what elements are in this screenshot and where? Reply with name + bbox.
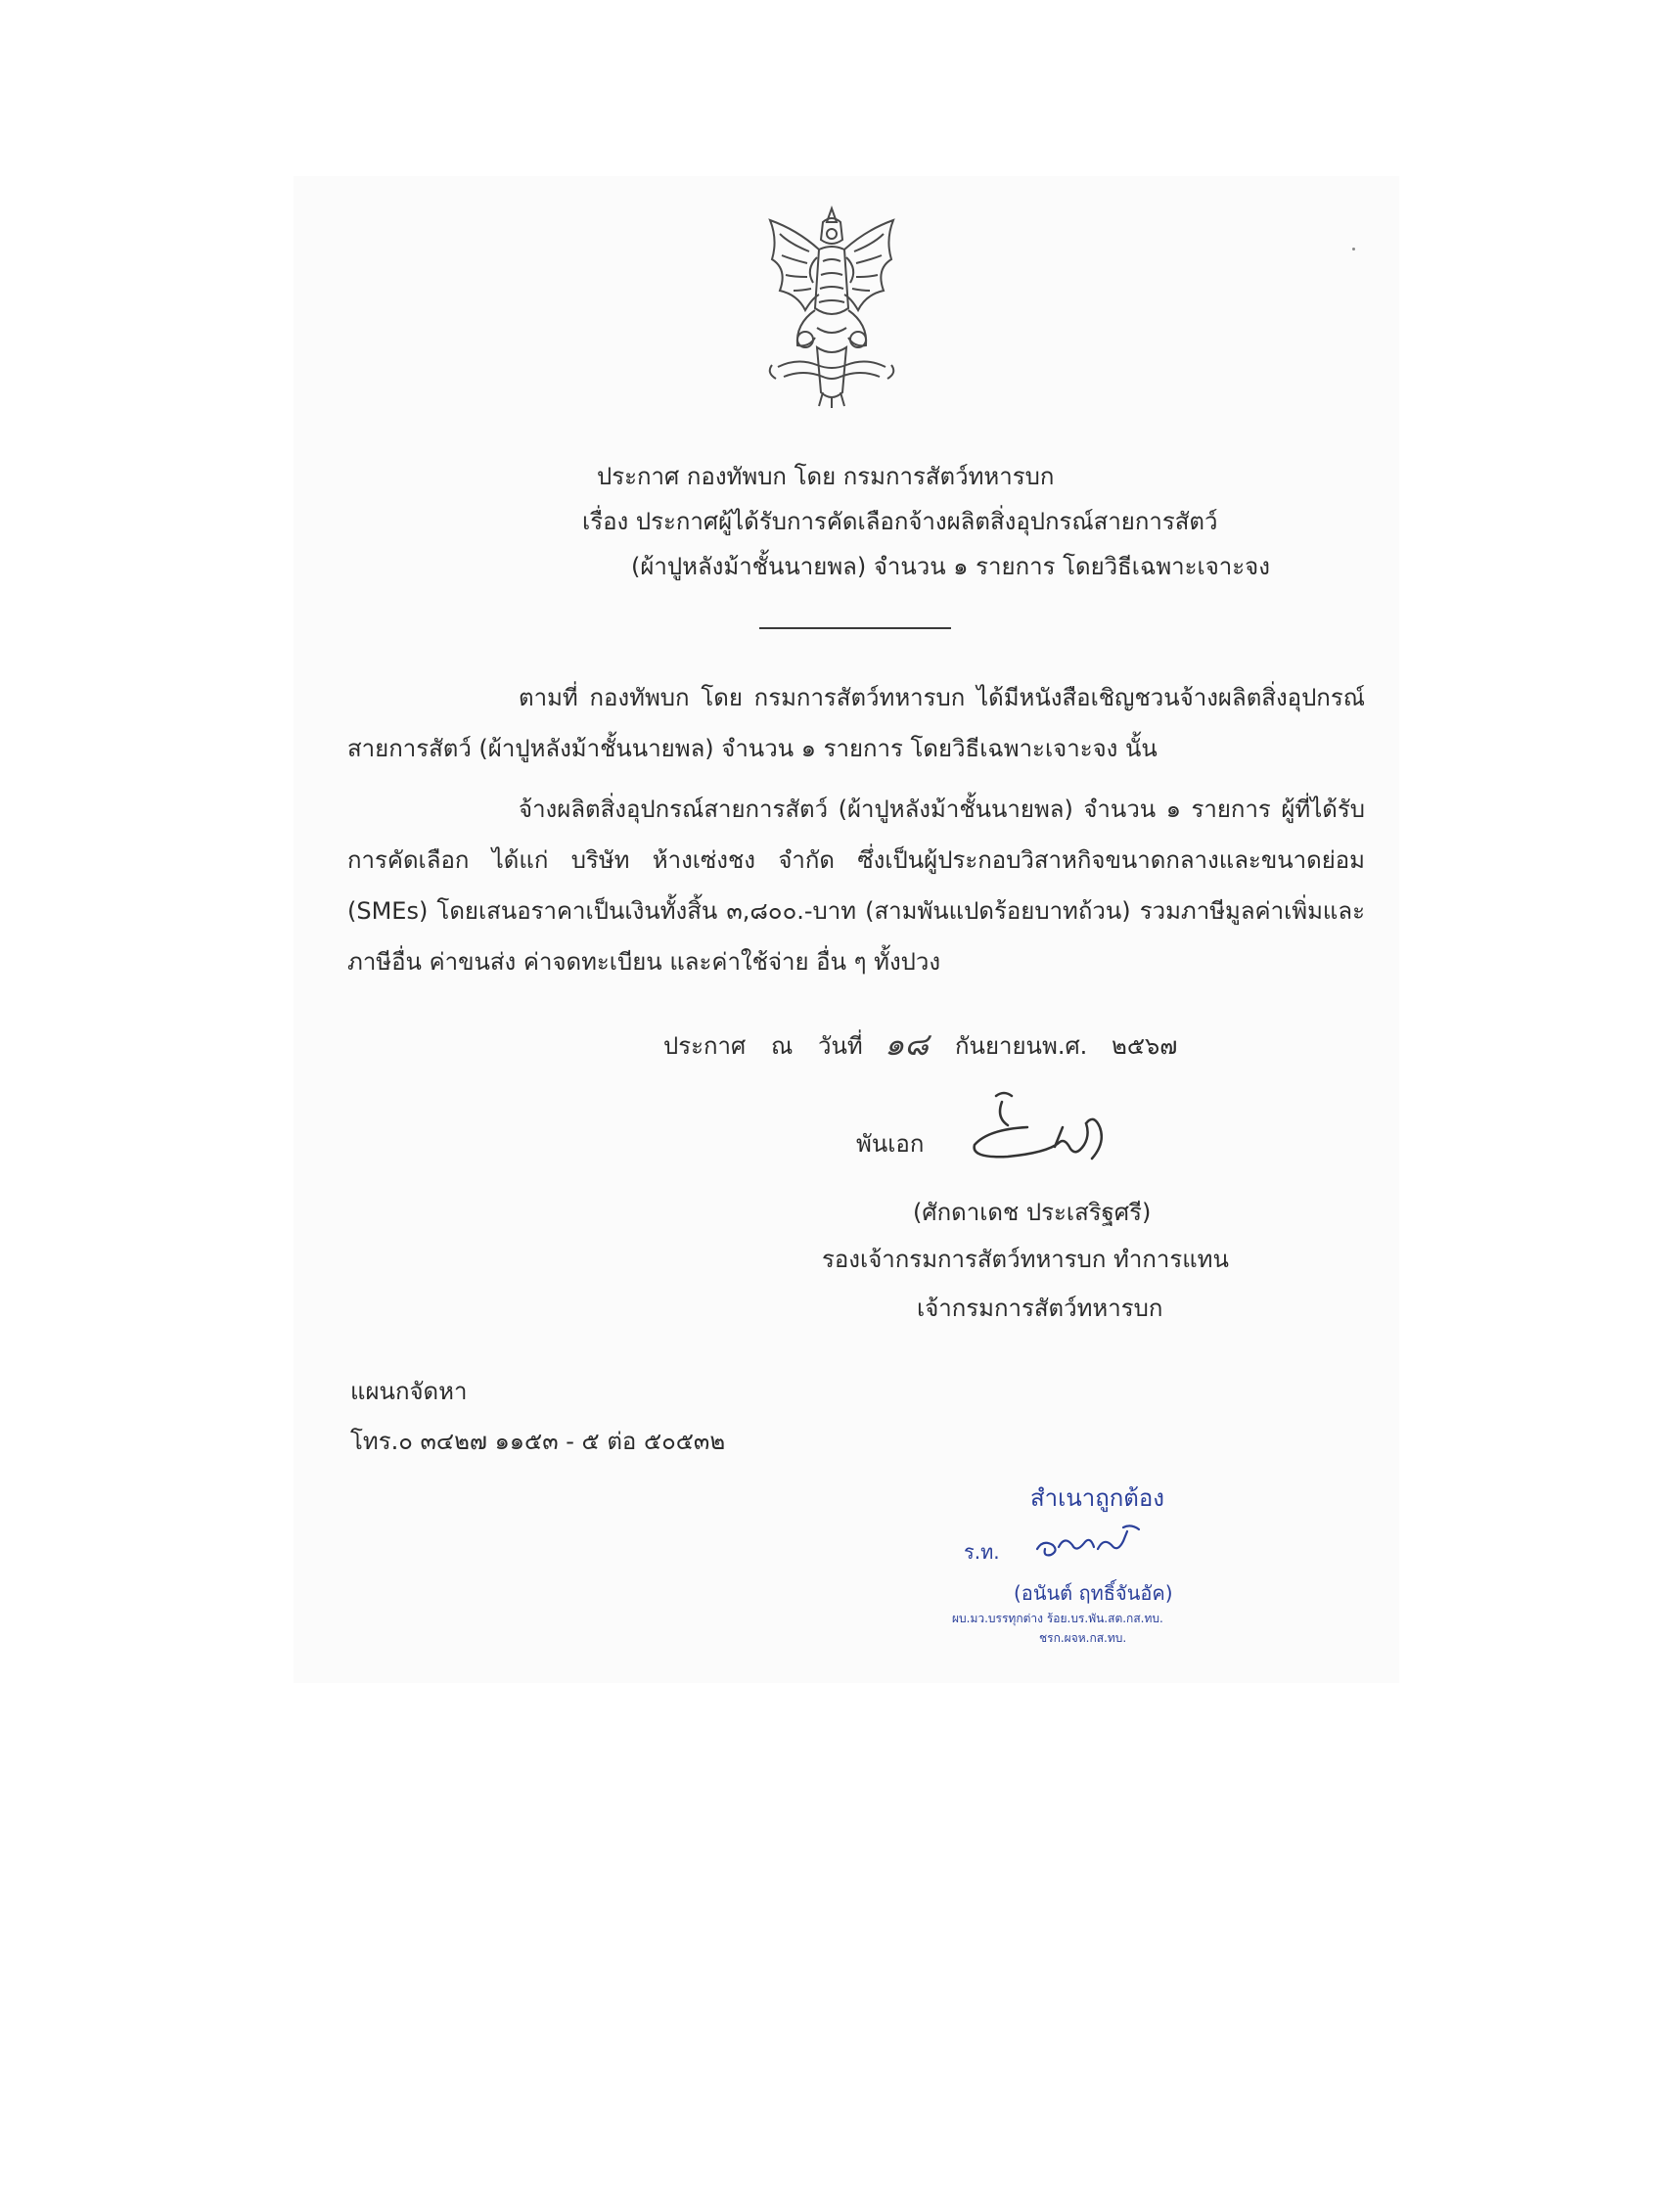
date-label: ประกาศ — [663, 1032, 747, 1060]
certifier-signature — [1029, 1522, 1147, 1566]
date-day-label: วันที่ — [818, 1032, 863, 1060]
certifier-rank: ร.ท. — [964, 1540, 1000, 1564]
signer-position: รองเจ้ากรมการสัตว์ทหารบก ทำการแทน — [822, 1246, 1229, 1273]
department-name: แผนกจัดหา — [350, 1378, 468, 1405]
signer-name: (ศักดาเดช ประเสริฐศรี) — [913, 1199, 1152, 1226]
date-day: ๑๘ — [885, 1025, 929, 1063]
certifier-name: (อนันต์ ฤทธิ์จันอัค) — [1014, 1581, 1173, 1605]
body-paragraph-1: ตามที่ กองทัพบก โดย กรมการสัตว์ทหารบก ได้มีหนังสือเชิญชวนจ้างผลิตสิ่งอุปกรณ์สายการสัตว์ (ผ้าปูหลังม้าชั้นนายพล) จำนวน ๑ รายการ โดยวิธีเฉพาะเจาะจง นั้น — [347, 684, 1365, 762]
body-paragraph-2: จ้างผลิตสิ่งอุปกรณ์สายการสัตว์ (ผ้าปูหลังม้าชั้นนายพล) จำนวน ๑ รายการ ผู้ที่ได้รับการคัดเลือก ได้แก่ บริษัท ห้างเซ่งชง จำกัด ซึ่งเป็นผู้ประกอบวิสาหกิจขนาดกลางและขนาดย่อม (SMEs) โดยเสนอราคาเป็นเงินทั้งสิ้น ๓,๘๐๐.-บาท (สามพันแปดร้อยบาทถ้วน) รวมภาษีมูลค่าเพิ่มและภาษีอื่น ค่าขนส่ง ค่าจดทะเบียน และค่าใช้จ่าย อื่น ๆ ทั้งปวง — [347, 796, 1365, 976]
date-year: ๒๕๖๗ — [1112, 1032, 1178, 1060]
date-year-prefix: พ.ศ. — [1042, 1032, 1088, 1060]
scan-speck — [1352, 248, 1355, 250]
signer-position-continued: เจ้ากรมการสัตว์ทหารบก — [917, 1295, 1163, 1322]
certified-copy-label: สำเนาถูกต้อง — [1030, 1484, 1164, 1512]
signature — [969, 1088, 1130, 1176]
signer-rank: พันเอก — [856, 1130, 925, 1158]
subject-line: เรื่อง ประกาศผู้ได้รับการคัดเลือกจ้างผลิตสิ่งอุปกรณ์สายการสัตว์ — [582, 508, 1218, 535]
announcement-title: ประกาศ กองทัพบก โดย กรมการสัตว์ทหารบก — [597, 463, 1055, 490]
subject-line-continued: (ผ้าปูหลังม้าชั้นนายพล) จำนวน ๑ รายการ โดยวิธีเฉพาะเจาะจง — [631, 553, 1270, 580]
certifier-unit: ชรก.ผจห.กส.ทบ. — [1039, 1631, 1127, 1645]
date-month: กันยายน — [955, 1032, 1042, 1060]
garuda-emblem — [758, 201, 905, 411]
title-underline — [759, 627, 951, 629]
certifier-position: ผบ.มว.บรรทุกต่าง ร้อย.บร.พัน.สต.กส.ทบ. — [952, 1612, 1163, 1625]
date-at: ณ — [771, 1032, 794, 1060]
contact-phone: โทร.๐ ๓๔๒๗ ๑๑๕๓ - ๕ ต่อ ๕๐๕๓๒ — [350, 1428, 726, 1455]
